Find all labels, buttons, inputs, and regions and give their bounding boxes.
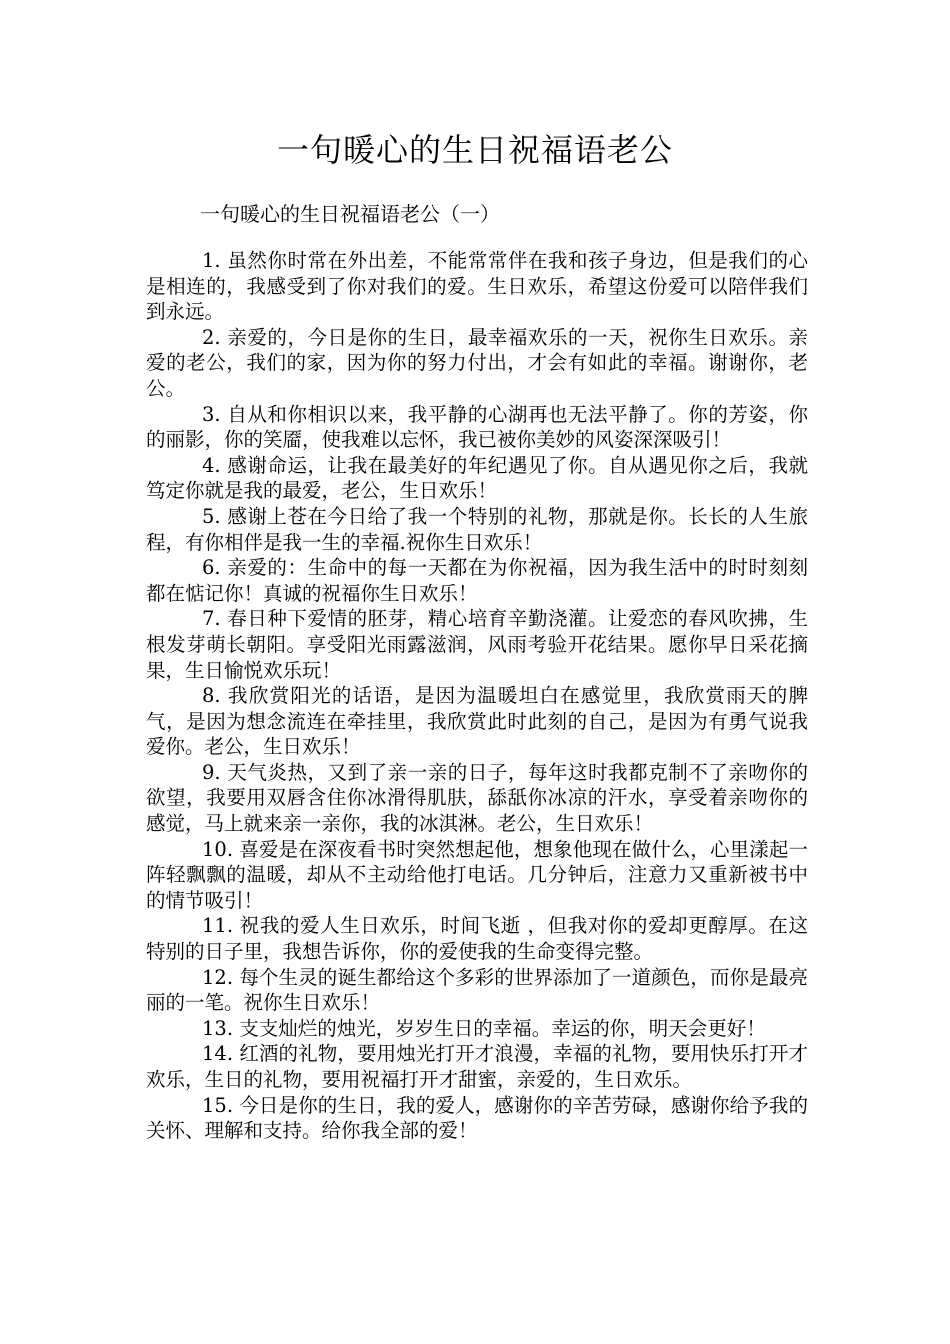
paragraph-7: 7. 春日种下爱情的胚芽，精心培育辛勤浇灌。让爱恋的春风吹拂，生根发芽萌长朝阳。享受阳光雨露滋润，风雨考验开花结果。愿你早日采花摘果，生日愉悦欢乐玩！ — [146, 607, 808, 682]
paragraph-5: 5. 感谢上苍在今日给了我一个特别的礼物，那就是你。长长的人生旅程，有你相伴是我一生的幸福.祝你生日欢乐！ — [146, 504, 808, 554]
paragraph-4: 4. 感谢命运，让我在最美好的年纪遇见了你。自从遇见你之后，我就笃定你就是我的最爱，老公，生日欢乐！ — [146, 453, 808, 503]
section-heading: 一句暖心的生日祝福语老公（一） — [200, 202, 500, 226]
document-title: 一句暖心的生日祝福语老公 — [276, 131, 673, 169]
paragraph-2: 2. 亲爱的，今日是你的生日，最幸福欢乐的一天，祝你生日欢乐。亲爱的老公，我们的家，因为你的努力付出，才会有如此的幸福。谢谢你，老公。 — [146, 325, 808, 400]
document-body — [146, 248, 808, 1144]
paragraph-12: 12. 每个生灵的诞生都给这个多彩的世界添加了一道颜色，而你是最亮丽的一笔。祝你生日欢乐！ — [146, 965, 808, 1015]
paragraph-6: 6. 亲爱的：生命中的每一天都在为你祝福，因为我生活中的时时刻刻都在惦记你！真诚的祝福你生日欢乐！ — [146, 556, 808, 605]
paragraph-13: 13. 支支灿烂的烛光，岁岁生日的幸福。幸运的你，明天会更好！ — [202, 1016, 766, 1040]
paragraph-9: 9. 天气炎热，又到了亲一亲的日子，每年这时我都克制不了亲吻你的欲望，我要用双唇含住你冰滑得肌肤，舔舐你冰凉的汗水，享受着亲吻你的感觉，马上就来亲一亲你，我的冰淇淋。老公，生日欢乐！ — [146, 760, 808, 836]
paragraph-3: 3. 自从和你相识以来，我平静的心湖再也无法平静了。你的芳姿，你的丽影，你的笑靥，使我难以忘怀，我已被你美妙的风姿深深吸引！ — [146, 402, 808, 452]
paragraph-15: 15. 今日是你的生日，我的爱人，感谢你的辛苦劳碌，感谢你给予我的关怀、理解和支持。给你我全部的爱！ — [146, 1093, 808, 1143]
paragraph-1: 1. 虽然你时常在外出差，不能常常伴在我和孩子身边，但是我们的心是相连的，我感受到了你对我们的爱。生日欢乐，希望这份爱可以陪伴我们到永远。 — [146, 249, 808, 324]
paragraph-11: 11. 祝我的爱人生日欢乐，时间飞逝 ，但我对你的爱却更醇厚。在这特别的日子里，我想告诉你，你的爱使我的生命变得完整。 — [146, 914, 808, 964]
paragraph-8: 8. 我欣赏阳光的话语，是因为温暖坦白在感觉里，我欣赏雨天的脾气，是因为想念流连在牵挂里，我欣赏此时此刻的自己，是因为有勇气说我爱你。老公，生日欢乐！ — [146, 684, 808, 759]
paragraph-14: 14. 红酒的礼物，要用烛光打开才浪漫，幸福的礼物，要用快乐打开才欢乐，生日的礼物，要用祝福打开才甜蜜，亲爱的，生日欢乐。 — [146, 1042, 808, 1091]
paragraph-10: 10. 喜爱是在深夜看书时突然想起他，想象他现在做什么，心里漾起一阵轻飘飘的温暖，却从不主动给他打电话。几分钟后，注意力又重新被书中的情节吸引！ — [146, 837, 808, 912]
